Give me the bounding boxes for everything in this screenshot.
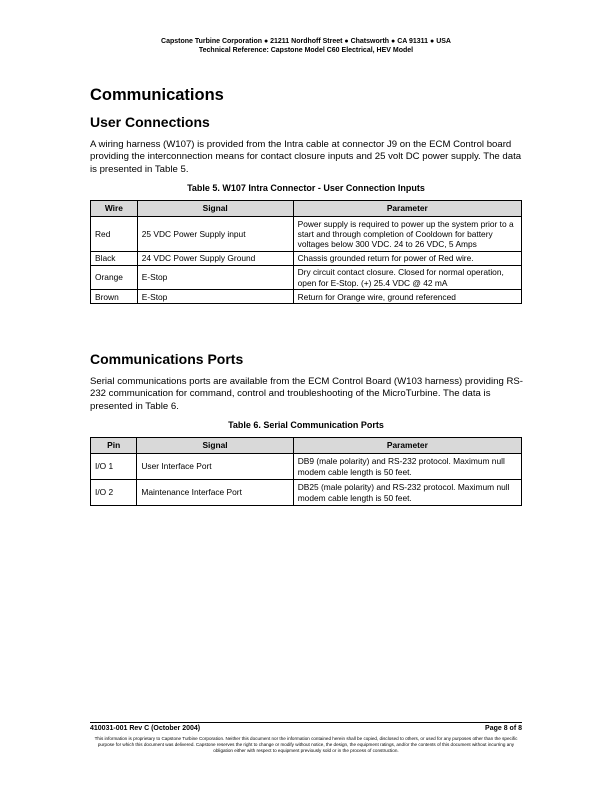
table-row bbox=[91, 217, 522, 252]
user-connections-heading: User Connections bbox=[90, 114, 210, 130]
parameter-cell: DB25 (male polarity) and RS-232 protocol. Maximum null modem cable length is 50 feet. bbox=[293, 480, 521, 506]
column-header-parameter: Parameter bbox=[293, 201, 521, 217]
user-connections-paragraph: A wiring harness (W107) is provided from the Intra cable at connector J9 on the ECM Control board providing the interconnection means for contact closure inputs and 25 volt DC power supply. The data is presented in Table 5. bbox=[90, 139, 522, 175]
parameter-cell: Power supply is required to power up the system prior to a start and through completion of Cooldown for battery voltages below 300 VDC. 24 to 26 VDC, 5 Amps bbox=[293, 217, 521, 252]
parameter-cell: DB9 (male polarity) and RS-232 protocol. Maximum null modem cable length is 50 feet. bbox=[293, 454, 521, 480]
column-header-signal: Signal bbox=[137, 201, 293, 217]
table-row bbox=[91, 290, 522, 304]
wire-cell: Orange bbox=[91, 265, 138, 289]
header-address: Capstone Turbine Corporation ● 21211 Nordhoff Street ● Chatsworth ● CA 91311 ● USA bbox=[161, 38, 451, 45]
serial-communication-ports-table bbox=[90, 437, 522, 506]
table-row bbox=[91, 251, 522, 265]
signal-cell: E-Stop bbox=[137, 290, 293, 304]
table-header-row bbox=[91, 438, 522, 454]
footer-disclaimer: This information is proprietary to Capstone Turbine Corporation. Neither this document nor the information contained herein shall be copied, disclosed to others, or used for any purposes other than the specific purpose for which this document was delivered. Capstone reserves the right to change or modify without notice, the design, the equipment ratings, and/or the contents of this document without incurring any obligation either with respect to equipment previously sold or in the process of construction. bbox=[94, 736, 518, 754]
signal-cell: 24 VDC Power Supply Ground bbox=[137, 251, 293, 265]
table-row bbox=[91, 265, 522, 289]
communications-ports-heading: Communications Ports bbox=[90, 351, 244, 367]
parameter-cell: Dry circuit contact closure. Closed for normal operation, open for E-Stop. (+) 25.4 VDC @ 42 mA bbox=[293, 265, 521, 289]
signal-cell: 25 VDC Power Supply input bbox=[137, 217, 293, 252]
section-title: Communications bbox=[90, 86, 224, 104]
signal-cell: User Interface Port bbox=[137, 454, 293, 480]
footer-divider bbox=[90, 722, 522, 723]
table-row bbox=[91, 454, 522, 480]
column-header-parameter: Parameter bbox=[293, 438, 521, 454]
footer-document-id: 410031-001 Rev C (October 2004) bbox=[90, 725, 201, 732]
footer-page-number: Page 8 of 8 bbox=[485, 725, 522, 732]
wire-cell: Black bbox=[91, 251, 138, 265]
user-connection-inputs-table bbox=[90, 200, 522, 304]
signal-cell: Maintenance Interface Port bbox=[137, 480, 293, 506]
column-header-signal: Signal bbox=[137, 438, 293, 454]
pin-cell: I/O 1 bbox=[91, 454, 137, 480]
table-header-row bbox=[91, 201, 522, 217]
table5-caption: Table 5. W107 Intra Connector - User Connection Inputs bbox=[187, 183, 425, 193]
table-row bbox=[91, 480, 522, 506]
column-header-wire: Wire bbox=[91, 201, 138, 217]
table6-caption: Table 6. Serial Communication Ports bbox=[228, 420, 384, 430]
communications-ports-paragraph: Serial communications ports are available from the ECM Control Board (W103 harness) providing RS-232 communication for command, control and troubleshooting of the MicroTurbine. The data is presented in Table 6. bbox=[90, 376, 523, 412]
column-header-pin: Pin bbox=[91, 438, 137, 454]
wire-cell: Red bbox=[91, 217, 138, 252]
parameter-cell: Chassis grounded return for power of Red wire. bbox=[293, 251, 521, 265]
pin-cell: I/O 2 bbox=[91, 480, 137, 506]
parameter-cell: Return for Orange wire, ground referenced bbox=[293, 290, 521, 304]
signal-cell: E-Stop bbox=[137, 265, 293, 289]
wire-cell: Brown bbox=[91, 290, 138, 304]
header-technical-reference: Technical Reference: Capstone Model C60 Electrical, HEV Model bbox=[198, 47, 414, 54]
